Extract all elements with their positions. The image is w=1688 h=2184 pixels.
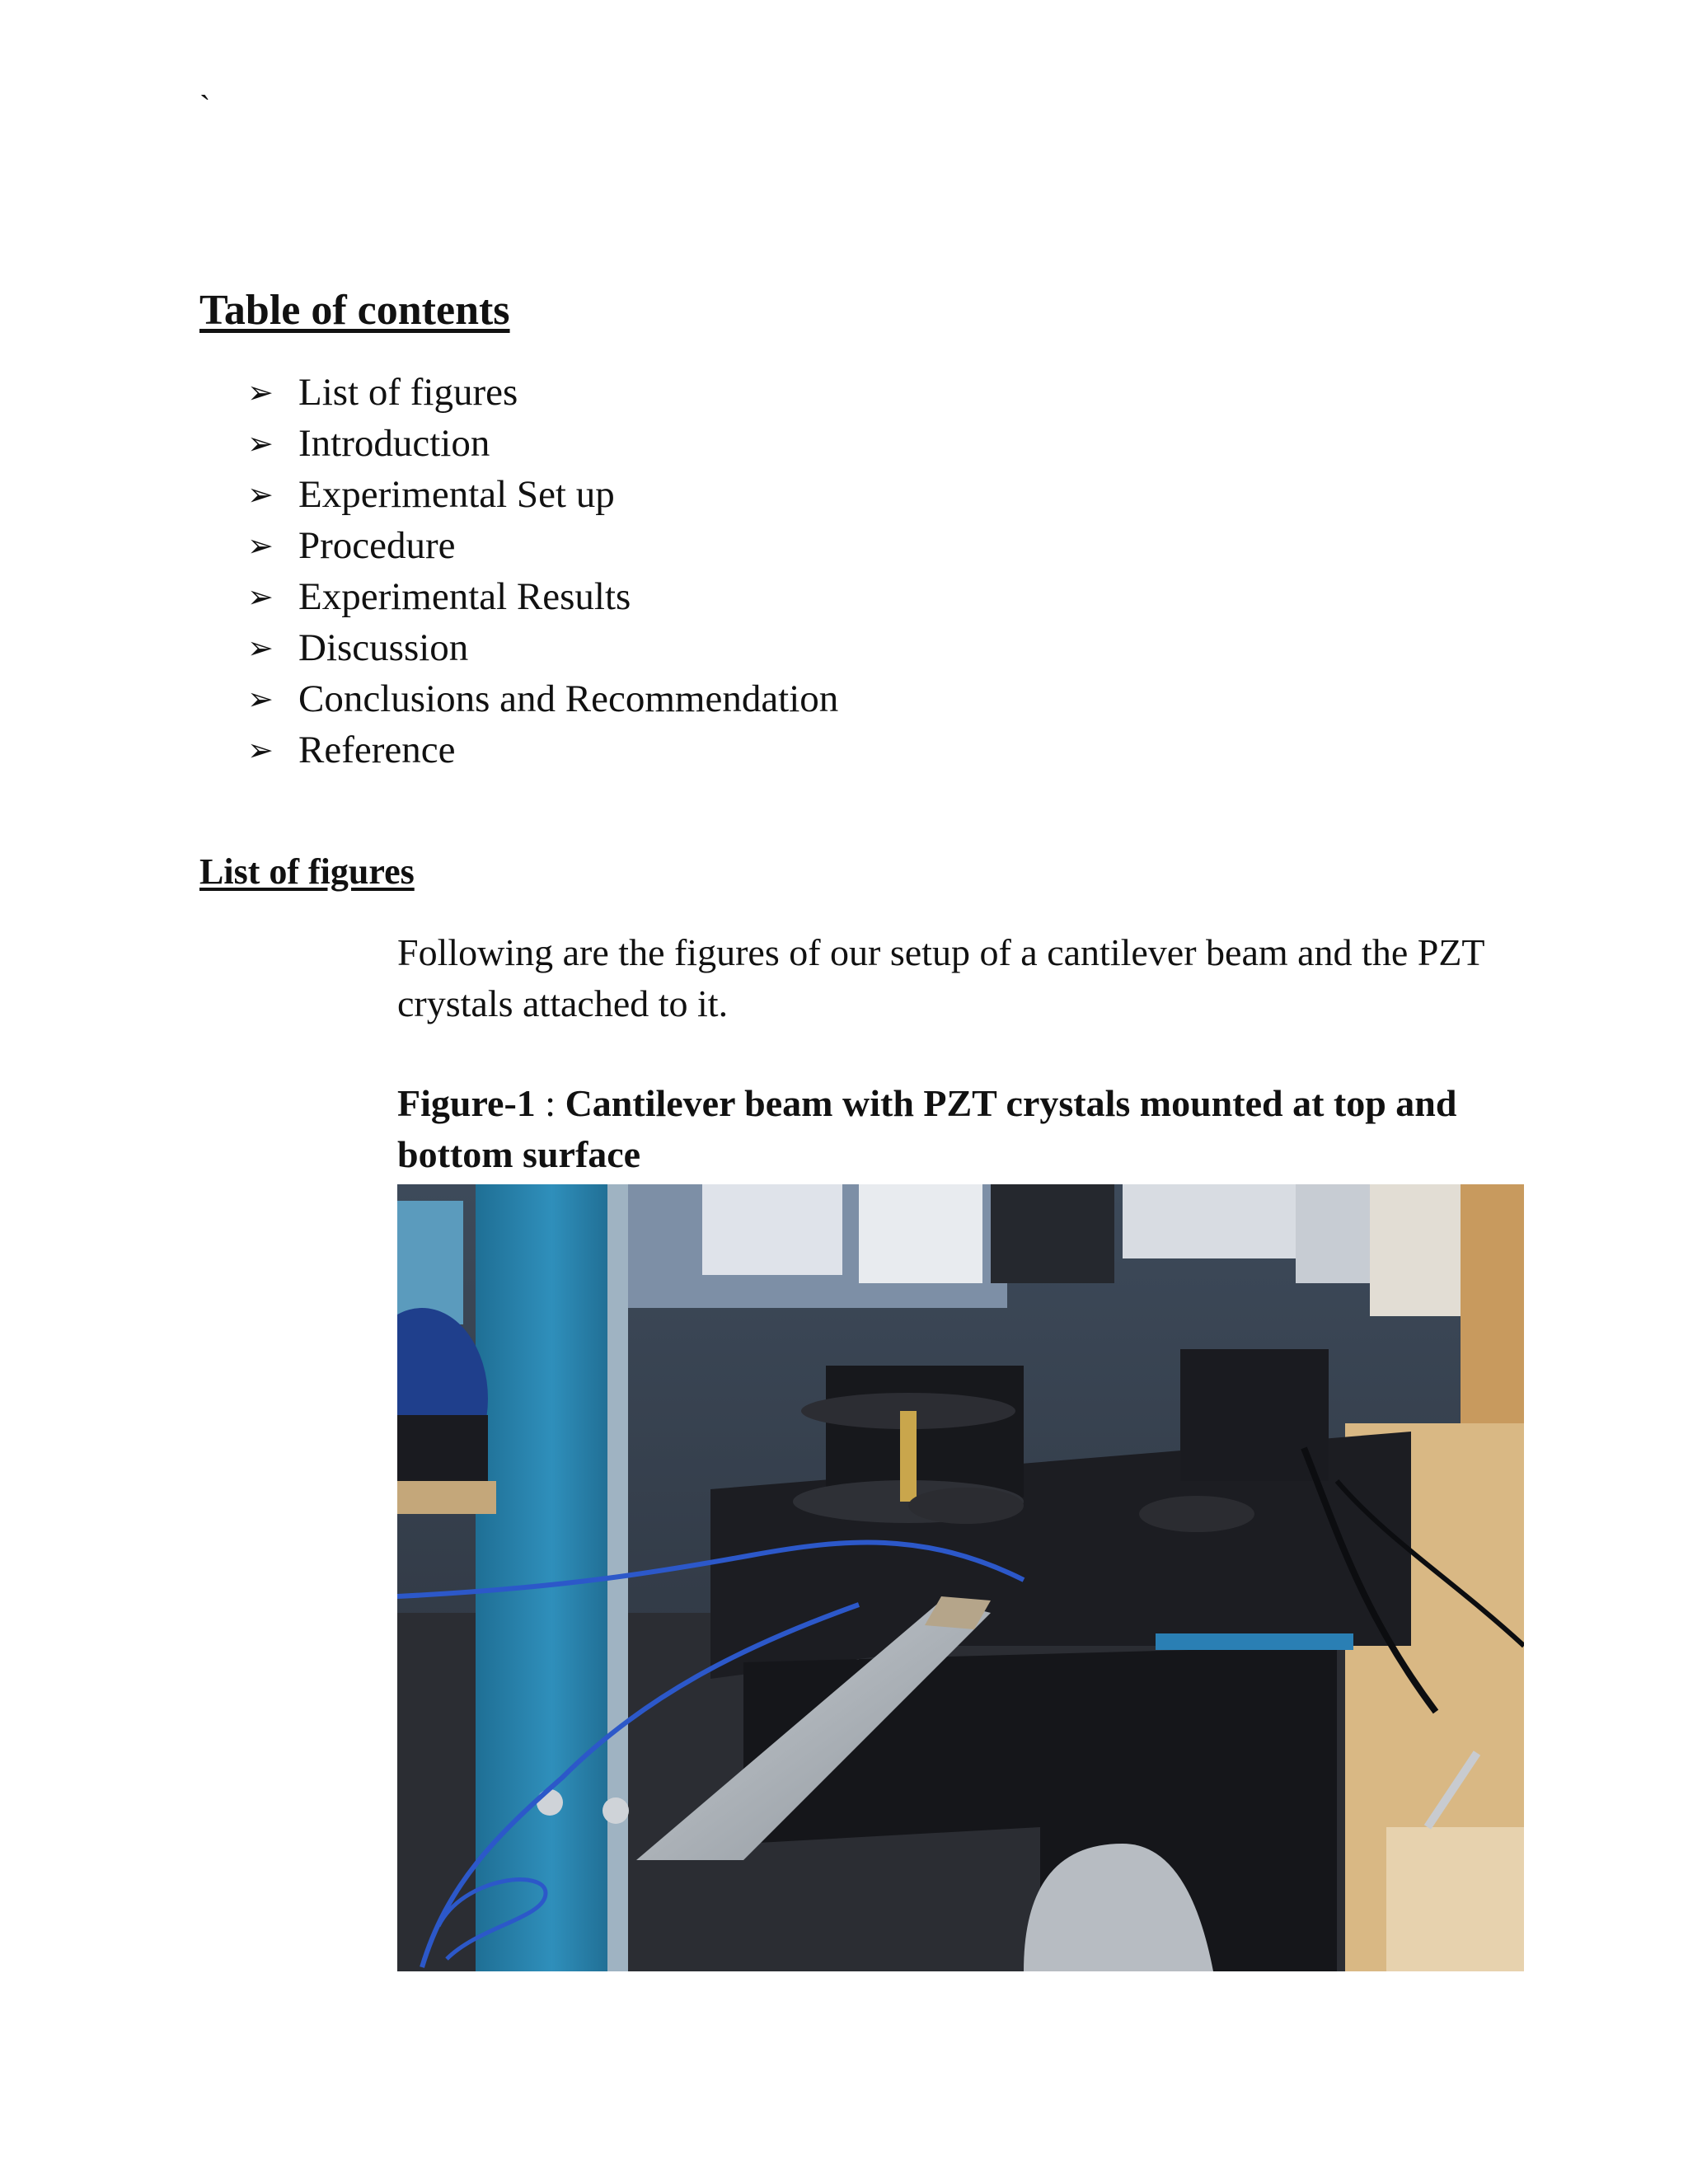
toc-item-label: Experimental Results xyxy=(298,575,631,618)
arrowhead-bullet-icon: ➢ xyxy=(247,579,274,615)
toc-item xyxy=(247,520,838,571)
toc-item-label: Experimental Set up xyxy=(298,473,615,516)
toc-item xyxy=(247,469,838,520)
toc-item-label: Reference xyxy=(298,729,456,771)
toc-item-label: Introduction xyxy=(298,422,490,465)
arrowhead-bullet-icon: ➢ xyxy=(247,681,274,717)
figure-1-label: Figure-1 xyxy=(397,1082,536,1124)
toc-item-label: Discussion xyxy=(298,626,469,669)
toc-item xyxy=(247,724,838,776)
figure-1-photo xyxy=(397,1184,1524,1971)
arrowhead-bullet-icon: ➢ xyxy=(247,527,274,564)
arrowhead-bullet-icon: ➢ xyxy=(247,732,274,768)
figure-1-separator: : xyxy=(545,1082,556,1124)
toc-item xyxy=(247,367,838,418)
toc-item-label: Conclusions and Recommendation xyxy=(298,677,839,720)
arrowhead-bullet-icon: ➢ xyxy=(247,425,274,462)
toc-item xyxy=(247,673,838,724)
figures-intro-paragraph: Following are the figures of our setup of a cantilever beam and the PZT crystals attached to it. xyxy=(397,931,1484,1024)
toc-item xyxy=(247,622,838,673)
toc-item xyxy=(247,571,838,622)
toc-heading: Table of contents xyxy=(199,287,510,334)
header-mark: ` xyxy=(199,88,211,125)
toc-list xyxy=(247,367,838,776)
figure-1-caption xyxy=(397,1078,1568,1180)
arrowhead-bullet-icon: ➢ xyxy=(247,374,274,410)
toc-item xyxy=(247,418,838,469)
toc-item-label: Procedure xyxy=(298,524,456,567)
arrowhead-bullet-icon: ➢ xyxy=(247,630,274,666)
arrowhead-bullet-icon: ➢ xyxy=(247,476,274,513)
figure-1-caption-text: Cantilever beam with PZT crystals mounted at top and bottom surface xyxy=(397,1082,1457,1175)
toc-item-label: List of figures xyxy=(298,371,518,414)
list-of-figures-heading: List of figures xyxy=(199,851,415,892)
